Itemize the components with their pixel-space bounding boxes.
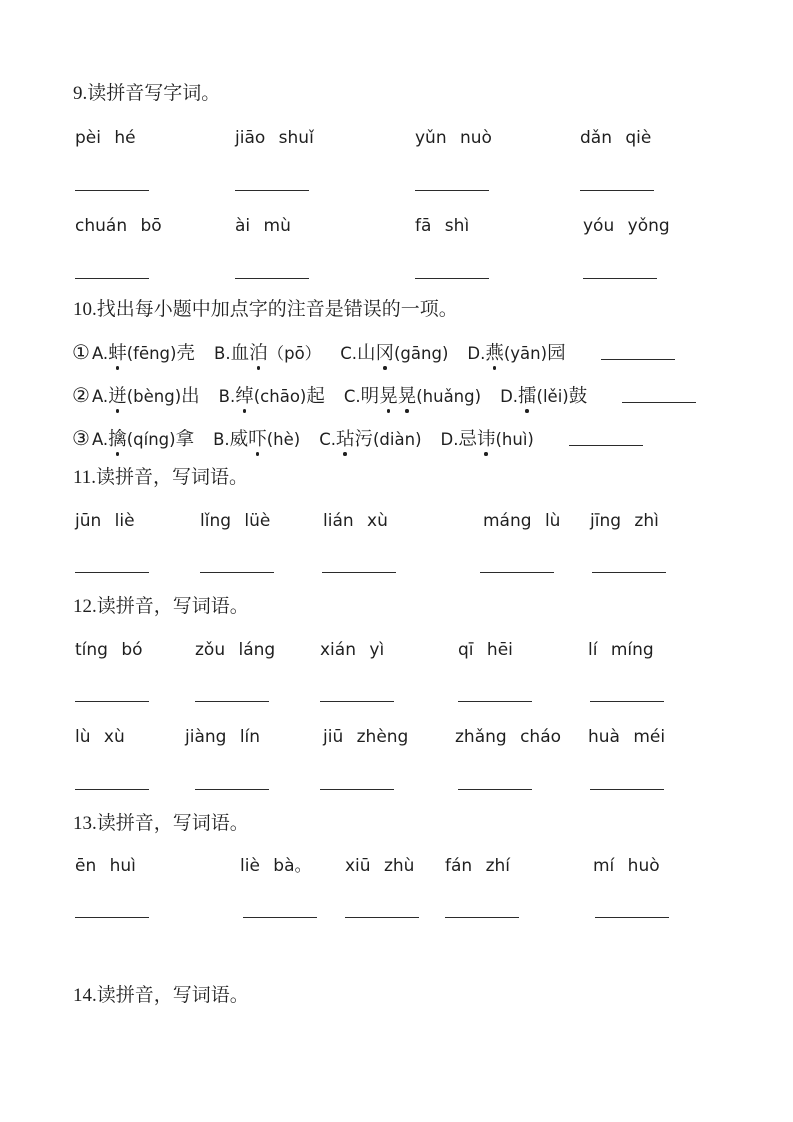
choice-option [340, 344, 448, 364]
option-text: (qíng) [126, 430, 176, 449]
option-label: B. [213, 430, 230, 449]
q11-heading: 11.读拼音，写词语。 [73, 467, 249, 488]
dotted-character: 冈 [375, 342, 394, 366]
answer-blank [622, 399, 696, 403]
pinyin-word: xián yì [320, 640, 385, 660]
answer-blank [195, 687, 269, 702]
answer-blank [595, 903, 669, 918]
pinyin-word: huà méi [588, 727, 666, 747]
answer-blank [75, 687, 149, 702]
pinyin-word: liè bà。 [240, 856, 312, 876]
pinyin-word: ēn huì [75, 856, 136, 876]
pinyin-word: lǐng lüè [200, 511, 271, 531]
q12-heading: 12.读拼音，写词语。 [73, 596, 249, 617]
answer-blank [415, 176, 489, 191]
pinyin-word: chuán bō [75, 216, 162, 236]
answer-blank [195, 775, 269, 790]
answer-blank [235, 264, 309, 279]
answer-blank [345, 903, 419, 918]
answer-blank [415, 264, 489, 279]
pinyin-word: yǔn nuò [415, 128, 492, 148]
question-item [72, 382, 696, 409]
dotted-character: 玷 [336, 428, 355, 452]
pinyin-word: tíng bó [75, 640, 143, 660]
dotted-character: 蚌 [108, 342, 127, 366]
pinyin-word: máng lù [483, 511, 561, 531]
answer-blank [322, 558, 396, 573]
q10-heading: 10.找出每小题中加点字的注音是错误的一项。 [73, 299, 458, 320]
option-label: C. [319, 430, 336, 449]
option-label: D. [440, 430, 459, 449]
pinyin-word: jiū zhèng [323, 727, 409, 747]
dotted-character: 燕 [485, 342, 504, 366]
option-text: （pō） [267, 344, 322, 363]
option-label: A. [91, 344, 109, 363]
option-text: (hè) [266, 430, 301, 449]
answer-blank [445, 903, 519, 918]
pinyin-word: ài mù [235, 216, 291, 236]
question-item [72, 425, 643, 452]
q13-heading: 13.读拼音，写词语。 [73, 813, 249, 834]
option-label: D. [467, 344, 486, 363]
pinyin-word: jiàng lín [185, 727, 261, 747]
choice-option [500, 387, 587, 407]
choice-option [344, 387, 481, 407]
option-label: A. [91, 387, 109, 406]
pinyin-word: fán zhí [445, 856, 511, 876]
option-text: (yān) [503, 344, 548, 363]
option-label: C. [343, 387, 361, 406]
option-text: (gāng) [394, 344, 449, 363]
answer-blank [592, 558, 666, 573]
pinyin-word: jīng zhì [590, 511, 659, 531]
option-text: (huì) [495, 430, 534, 449]
choice-option [441, 430, 534, 450]
option-text: 出 [181, 387, 200, 407]
answer-blank [75, 903, 149, 918]
option-text: (fēng) [126, 344, 177, 363]
choice-option [219, 387, 325, 407]
option-text: 园 [547, 344, 566, 364]
pinyin-word: zhǎng cháo [455, 727, 562, 747]
option-label: B. [214, 344, 231, 363]
item-number: ③ [72, 426, 90, 450]
answer-blank [580, 176, 654, 191]
pinyin-word: dǎn qiè [580, 128, 652, 148]
answer-blank [601, 356, 675, 360]
option-label: C. [340, 344, 357, 363]
pinyin-word: pèi hé [75, 128, 136, 148]
option-text: 明 [360, 387, 380, 407]
dotted-character: 擂 [518, 385, 537, 409]
answer-blank [75, 775, 149, 790]
answer-blank [480, 558, 554, 573]
dotted-character: 晃 [398, 385, 417, 409]
option-text: 山 [356, 344, 376, 364]
dotted-character: 泊 [249, 342, 268, 366]
q9-heading: 9.读拼音写字词。 [73, 83, 221, 104]
option-text: (diàn) [373, 430, 422, 449]
answer-blank [320, 687, 394, 702]
option-label: D. [500, 387, 519, 406]
q14-heading: 14.读拼音，写词语。 [73, 985, 249, 1006]
answer-blank [458, 687, 532, 702]
answer-blank [235, 176, 309, 191]
pinyin-word: lí míng [588, 640, 654, 660]
choice-option [213, 430, 300, 450]
option-text: (huǎng) [416, 387, 482, 406]
dotted-character: 擒 [108, 428, 127, 452]
item-number: ② [72, 383, 90, 407]
choice-option [92, 387, 200, 407]
option-text: 忌 [458, 430, 477, 450]
pinyin-word: qī hēi [458, 640, 513, 660]
dotted-character: 吓 [248, 428, 267, 452]
answer-blank [569, 442, 643, 446]
pinyin-word: jūn liè [75, 511, 135, 531]
choice-option [319, 430, 421, 450]
choice-option [467, 344, 565, 364]
pinyin-word: zǒu láng [195, 640, 276, 660]
answer-blank [75, 176, 149, 191]
option-text: 拿 [175, 430, 195, 450]
option-text: 血 [230, 344, 250, 364]
option-text: 壳 [176, 344, 195, 364]
option-text: 起 [306, 387, 325, 407]
option-text: (bèng) [126, 387, 182, 406]
answer-blank [200, 558, 274, 573]
option-text: 威 [229, 430, 249, 450]
pinyin-word: jiāo shuǐ [235, 128, 314, 148]
option-label: B. [218, 387, 236, 406]
question-item [72, 339, 675, 366]
choice-option [92, 344, 195, 364]
answer-blank [590, 775, 664, 790]
dotted-character: 讳 [477, 428, 496, 452]
dotted-character: 绰 [235, 385, 254, 409]
option-text: (chāo) [253, 387, 307, 406]
pinyin-word: mí huò [593, 856, 660, 876]
answer-blank [583, 264, 657, 279]
answer-blank [590, 687, 664, 702]
dotted-character: 晃 [379, 385, 398, 409]
pinyin-word: lù xù [75, 727, 125, 747]
option-text: (lěi) [536, 387, 569, 406]
answer-blank [320, 775, 394, 790]
item-number: ① [72, 340, 90, 364]
pinyin-word: lián xù [323, 511, 388, 531]
choice-option [92, 430, 194, 450]
choice-option [214, 344, 321, 364]
pinyin-word: yóu yǒng [583, 216, 670, 236]
answer-blank [75, 558, 149, 573]
option-text: 污 [354, 430, 373, 450]
option-text: 鼓 [568, 387, 588, 407]
answer-blank [75, 264, 149, 279]
dotted-character: 迸 [108, 385, 127, 409]
pinyin-word: fā shì [415, 216, 470, 236]
answer-blank [243, 903, 317, 918]
answer-blank [458, 775, 532, 790]
option-label: A. [91, 430, 109, 449]
pinyin-word: xiū zhù [345, 856, 415, 876]
